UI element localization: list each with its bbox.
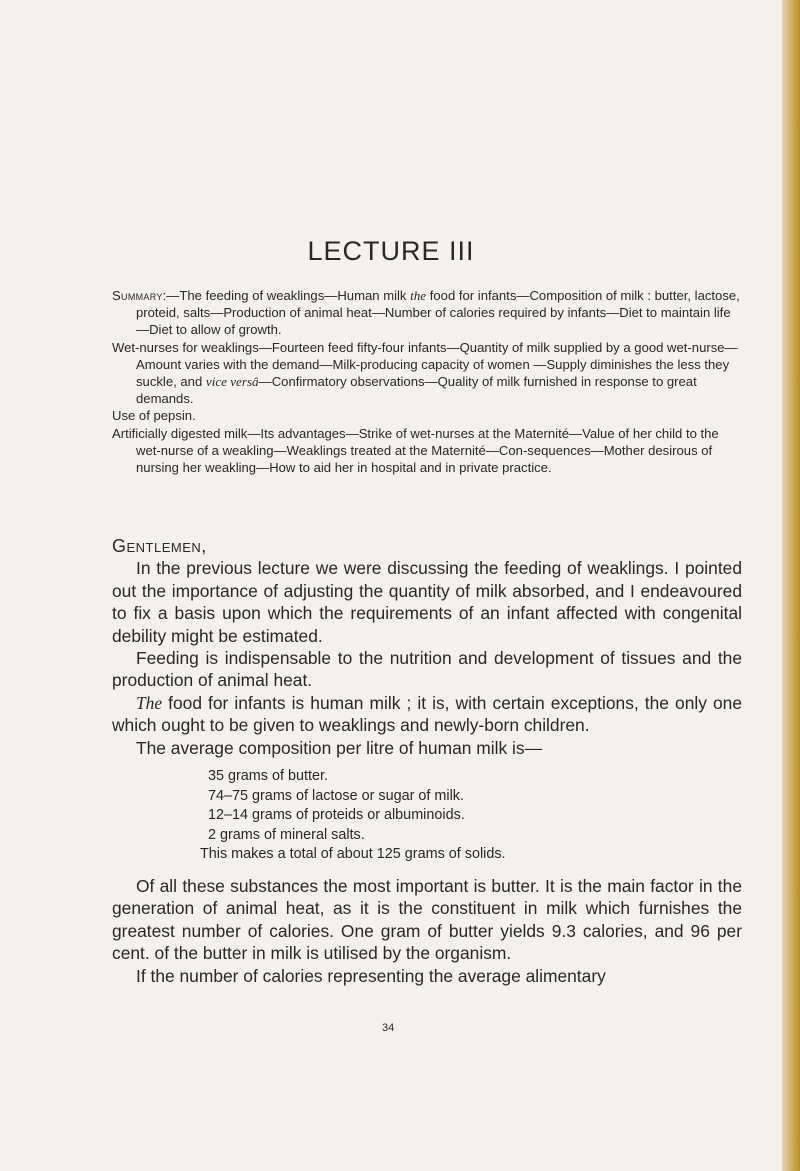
summary-paragraph: Summary:—The feeding of weaklings—Human milk the food for infants—Composition of milk : butter, lactose, proteid, salts—Production of animal heat—Number of calories required by infants—Diet to maintain life—Diet to allow of growth. [112,288,740,338]
milk-composition-list [112,767,742,865]
body-paragraph: The average composition per litre of human milk is— [136,737,542,758]
composition-item: 12–14 grams of proteids or albuminoids. [208,807,465,824]
summary-paragraph: Wet-nurses for weaklings—Fourteen feed fifty-four infants—Quantity of milk supplied by a good wet-nurse—Amount varies with the demand—Milk-producing capacity of women —Supply diminishes the less they suckle, and vice versâ—Confirmatory observations—Quality of milk furnished in response to great demands. [112,339,738,407]
body-paragraph: In the previous lecture we were discussing the feeding of weaklings. I pointed out the importance of adjusting the quantity of milk absorbed, and I endeavoured to fix a basis upon which the requirements of an infant affected with congenital debility might be estimated. [112,558,742,646]
summary-paragraph: Use of pepsin. [112,408,196,424]
body-paragraph: Of all these substances the most important is butter. It is the main factor in the generation of animal heat, as it is the constituent in milk which furnishes the greatest number of calories. One gram of butter yields 9.3 calories, and 96 per cent. of the butter in milk is utilised by the organism. [112,876,742,964]
page-number: 34 [382,1022,395,1034]
body-paragraph: If the number of calories representing the average alimentary [136,965,606,986]
composition-item: 74–75 grams of lactose or sugar of milk. [208,787,464,804]
body-paragraph: Feeding is indispensable to the nutrition and development of tissues and the production of animal heat. [112,648,742,691]
lecture-body [112,535,742,987]
summary-label: Summary [112,288,163,303]
page-edge [782,0,800,1171]
body-paragraph: The food for infants is human milk ; it is, with certain exceptions, the only one which ought to be given to weaklings and newly-born children. [112,692,742,736]
composition-item: 35 grams of butter. [208,768,328,785]
composition-total: This makes a total of about 125 grams of solids. [200,846,506,863]
salutation: Gentlemen, [112,536,207,556]
lecture-title: LECTURE III [307,236,475,266]
composition-item: 2 grams of mineral salts. [208,826,365,843]
lecture-summary [112,287,742,476]
summary-paragraph: Artificially digested milk—Its advantages—Strike of wet-nurses at the Maternité—Value of her child to the wet-nurse of a weakling—Weaklings treated at the Maternité—Con-sequences—Mother desirous of nursing her weakling—How to aid her in hospital and in private practice. [112,425,719,476]
